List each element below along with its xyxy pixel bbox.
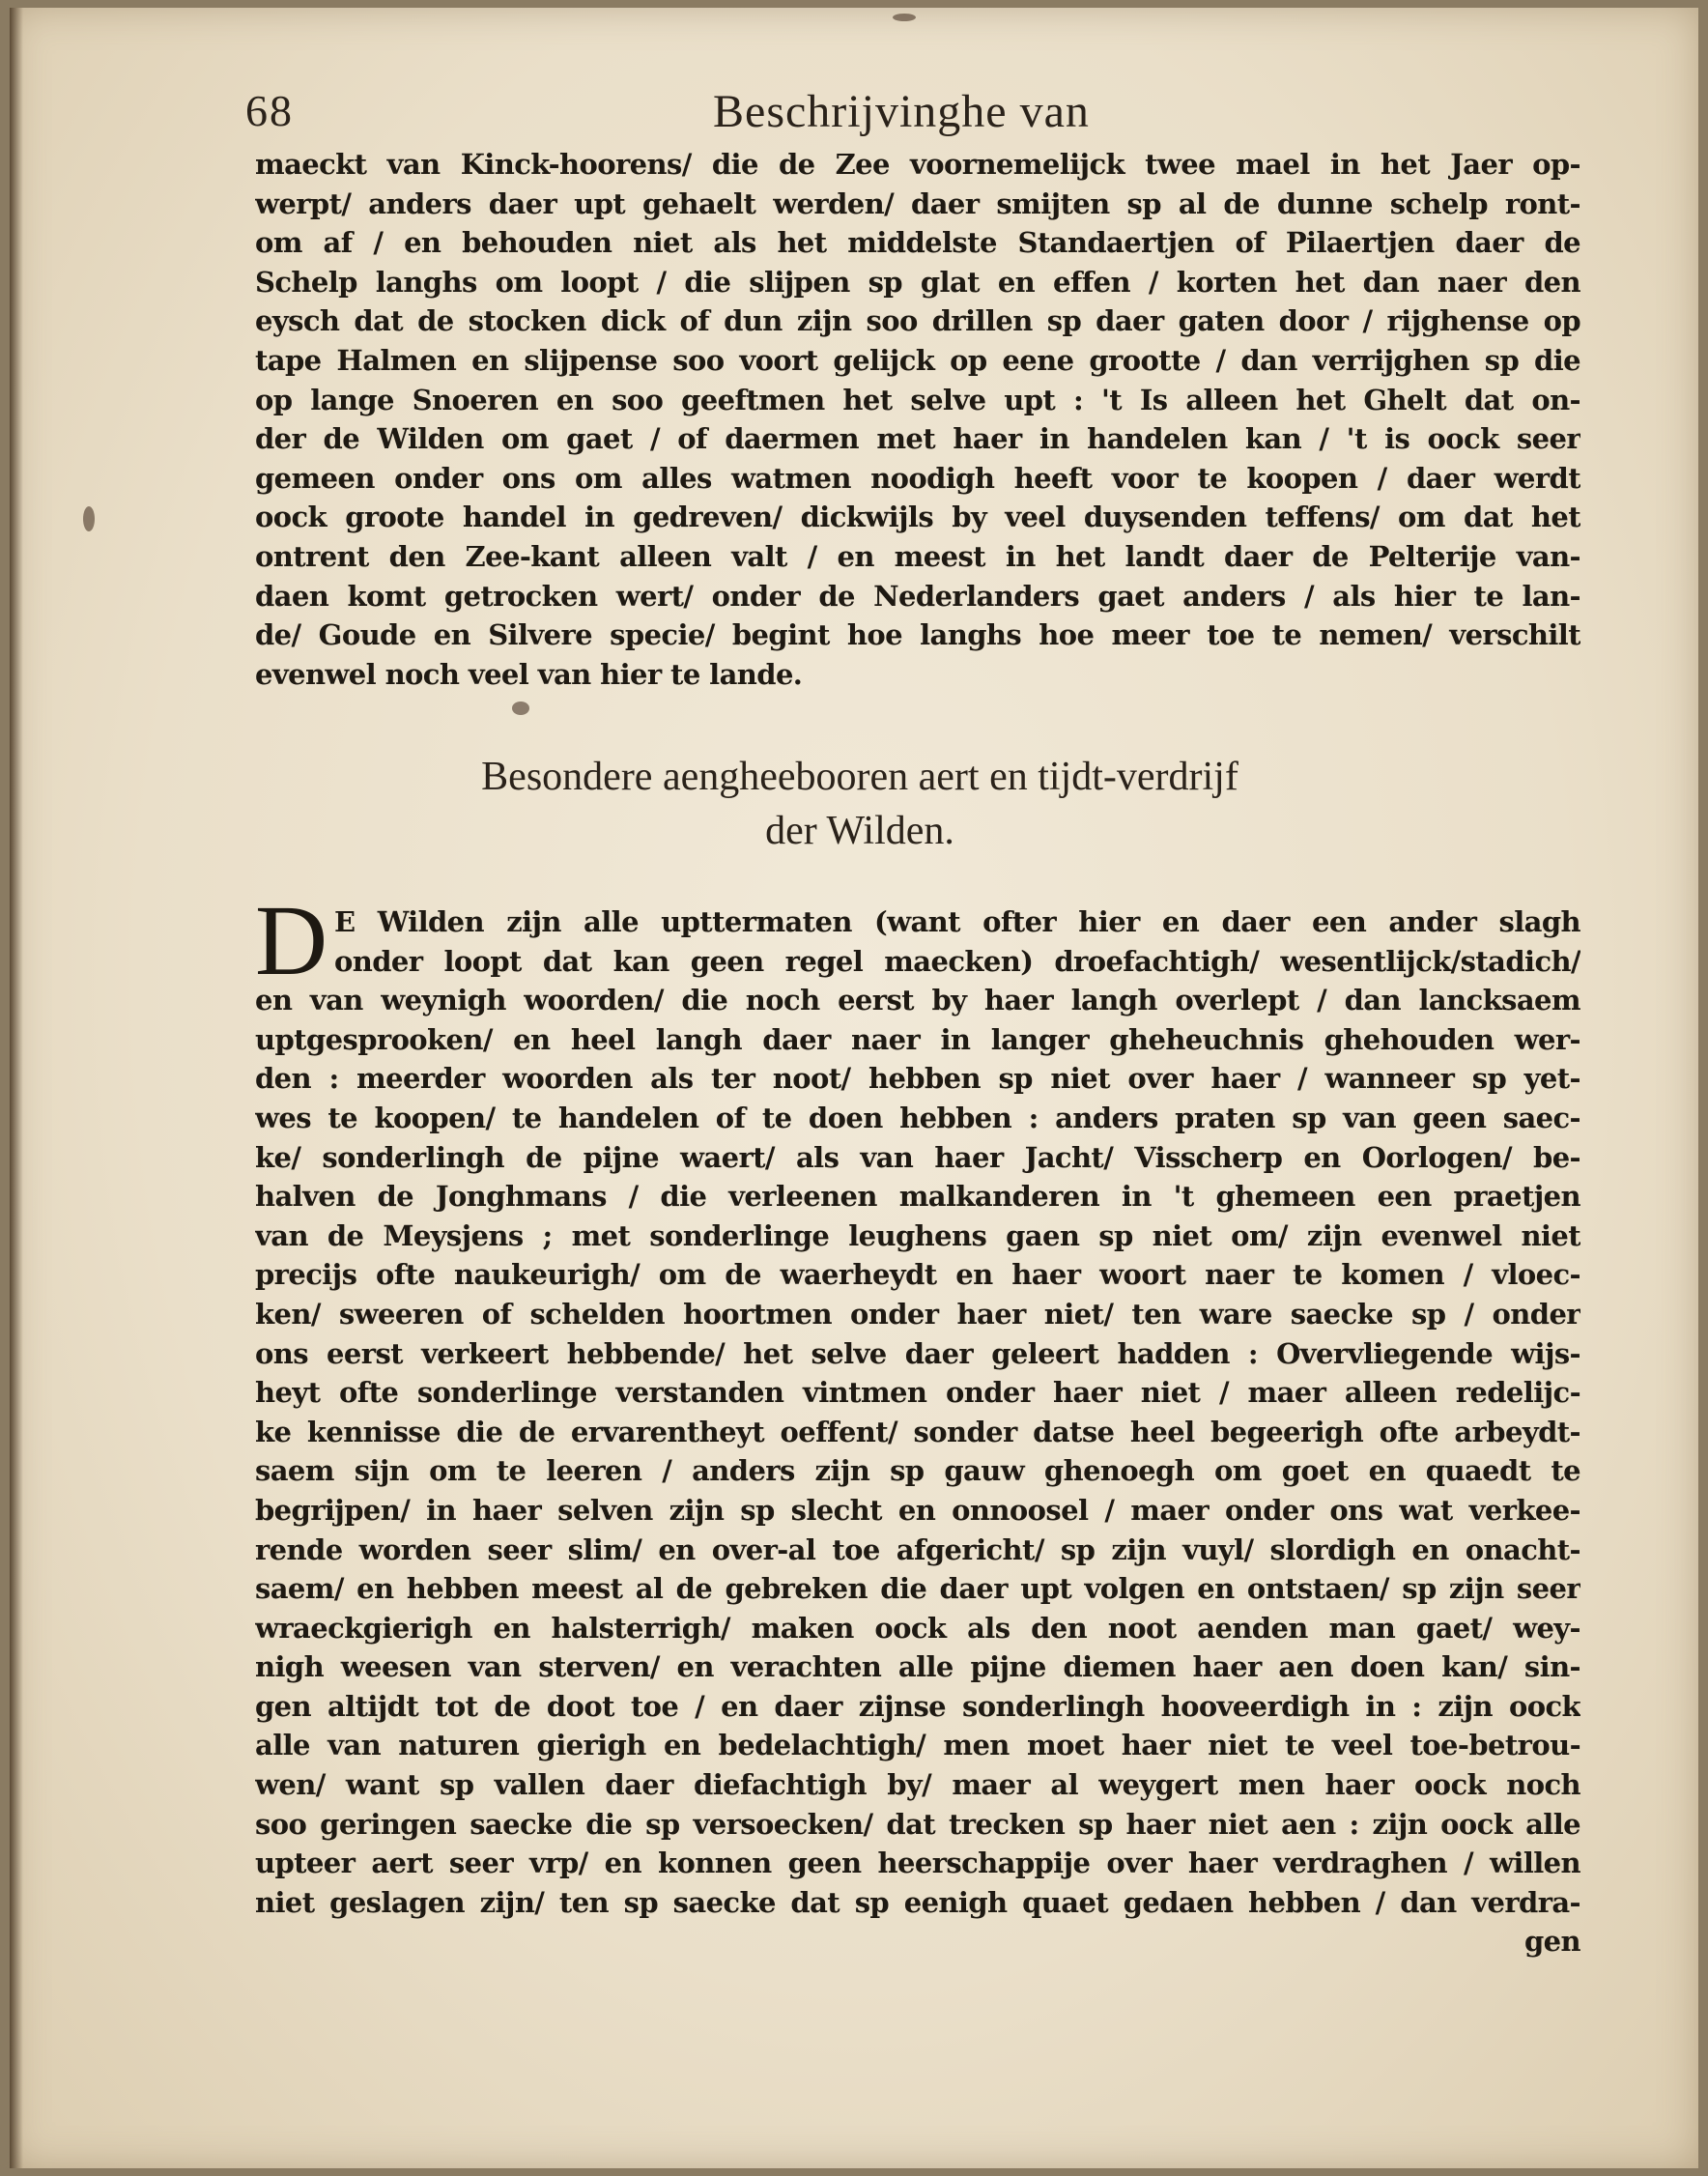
section-heading-line-1: Besondere aengheebooren aert en tijdt-verdrijf bbox=[481, 755, 1238, 799]
section-heading-line-2: der Wilden. bbox=[765, 809, 954, 853]
text-line: heyt ofte sonderlinge verstanden vintmen onder haer niet / maer alleen redelijc- bbox=[255, 1376, 1580, 1410]
text-line: eysch dat de stocken dick of dun zijn soo drillen sp daer gaten door / rijghense op bbox=[255, 304, 1580, 338]
text-line: wen/ want sp vallen daer diefachtigh by/ maer al weygert men haer oock noch bbox=[255, 1768, 1580, 1802]
ink-stain bbox=[512, 701, 529, 715]
text-line: ken/ sweeren of schelden hoortmen onder haer niet/ ten ware saecke sp / onder bbox=[255, 1297, 1580, 1331]
text-line: soo geringen saecke die sp versoecken/ dat trecken sp haer niet aen : zijn oock alle bbox=[255, 1807, 1580, 1841]
paragraph-2 bbox=[255, 885, 1580, 1961]
ink-stain bbox=[83, 506, 95, 531]
text-line: begrijpen/ in haer selven zijn sp slecht en onnoosel / maer onder ons wat verkee- bbox=[255, 1493, 1580, 1527]
text-line: daen komt getrocken wert/ onder de Nederlanders gaet anders / als hier te lan- bbox=[255, 579, 1580, 613]
text-line: wraeckgierigh en halsterrigh/ maken oock als den noot aenden man gaet/ wey- bbox=[255, 1611, 1580, 1645]
text-line: gemeen onder ons om alles watmen noodigh heeft voor te koopen / daer werdt bbox=[255, 461, 1580, 495]
text-line: nigh weesen van sterven/ en verachten alle pijne diemen haer aen doen kan/ sin- bbox=[255, 1650, 1580, 1684]
text-line: der de Wilden om gaet / of daermen met haer in handelen kan / 't is oock seer bbox=[255, 422, 1580, 456]
paragraph-1 bbox=[255, 145, 1580, 694]
text-line: van de Meysjens ; met sonderlinge leughens gaen sp niet om/ zijn evenwel niet bbox=[255, 1218, 1580, 1252]
text-line: werpt/ anders daer upt gehaelt werden/ daer smijten sp al de dunne schelp ront- bbox=[255, 186, 1580, 220]
text-line: den : meerder woorden als ter noot/ hebben sp niet over haer / wanneer sp yet- bbox=[255, 1062, 1580, 1096]
text-line: halven de Jonghmans / die verleenen malkanderen in 't ghemeen een praetjen bbox=[255, 1180, 1580, 1214]
page-edge-shadow bbox=[10, 8, 23, 2168]
text-line: rende worden seer slim/ en over-al toe afgericht/ sp zijn vuyl/ slordigh en onacht- bbox=[255, 1532, 1580, 1566]
text-line: wes te koopen/ te handelen of te doen hebben : anders praten sp van geen saec- bbox=[255, 1101, 1580, 1134]
text-line: onder loopt dat kan geen regel maecken) droefachtigh/ wesentlijck/stadich/ bbox=[334, 944, 1580, 978]
text-line: alle van naturen gierigh en bedelachtigh/ men moet haer niet te veel toe-betrou- bbox=[255, 1729, 1580, 1762]
running-title: Beschrijvinghe van bbox=[713, 86, 1090, 137]
catchword: gen bbox=[1523, 1925, 1580, 1959]
text-line: saem/ en hebben meest al de gebreken die daer upt volgen en ontstaen/ sp zijn seer bbox=[255, 1572, 1580, 1606]
text-line: gen altijdt tot de doot toe / en daer zijnse sonderlingh hooveerdigh in : zijn oock bbox=[255, 1689, 1580, 1723]
text-line: de/ Goude en Silvere specie/ begint hoe langhs hoe meer toe te nemen/ verschilt bbox=[255, 618, 1580, 652]
text-line: om af / en behouden niet als het middelste Standaertjen of Pilaertjen daer de bbox=[255, 226, 1580, 260]
text-line: saem sijn om te leeren / anders zijn sp gauw ghenoegh om goet en quaedt te bbox=[255, 1454, 1580, 1488]
text-line: ke/ sonderlingh de pijne waert/ als van haer Jacht/ Visscherp en Oorlogen/ be- bbox=[255, 1140, 1580, 1174]
page-number: 68 bbox=[245, 86, 294, 135]
text-line: ke kennisse die de ervarentheyt oeffent/ sonder datse heel begeerigh ofte arbeydt- bbox=[255, 1415, 1580, 1448]
text-line: E Wilden zijn alle upttermaten (want ofter hier en daer een ander slagh bbox=[334, 905, 1580, 938]
text-line: tape Halmen en slijpense soo voort gelijck op eene grootte / dan verrijghen sp die bbox=[255, 343, 1580, 377]
text-line: en van weynigh woorden/ die noch eerst by haer langh overlept / dan lancksaem bbox=[255, 984, 1580, 1017]
text-line: ontrent den Zee-kant alleen valt / en meest in het landt daer de Pelterije van- bbox=[255, 539, 1580, 573]
text-line: oock groote handel in gedreven/ dickwijls by veel duysenden teffens/ om dat het bbox=[255, 501, 1580, 534]
text-line: op lange Snoeren en soo geeftmen het selve upt : 't Is alleen het Ghelt dat on- bbox=[255, 383, 1580, 416]
drop-cap: D bbox=[255, 885, 328, 996]
page-header bbox=[245, 85, 1598, 143]
book-page bbox=[10, 8, 1698, 2168]
ink-stain bbox=[893, 14, 916, 21]
text-line: Schelp langhs om loopt / die slijpen sp glat en effen / korten het dan naer den bbox=[255, 265, 1580, 299]
text-line: niet geslagen zijn/ ten sp saecke dat sp eenigh quaet gedaen hebben / dan verdra- bbox=[255, 1885, 1580, 1919]
text-line: evenwel noch veel van hier te lande. bbox=[255, 657, 803, 691]
text-line: ons eerst verkeert hebbende/ het selve daer geleert hadden : Overvliegende wijs- bbox=[255, 1336, 1580, 1370]
text-line: upteer aert seer vrp/ en konnen geen heerschappije over haer verdraghen / willen bbox=[255, 1847, 1580, 1880]
section-heading bbox=[299, 750, 1420, 858]
text-line: precijs ofte naukeurigh/ om de waerheydt en haer woort naer te komen / vloec- bbox=[255, 1258, 1580, 1292]
text-line: maeckt van Kinck-hoorens/ die de Zee voornemelijck twee mael in het Jaer op- bbox=[255, 148, 1580, 181]
text-line: uptgesprooken/ en heel langh daer naer in langer gheheuchnis ghehouden wer- bbox=[255, 1022, 1580, 1056]
